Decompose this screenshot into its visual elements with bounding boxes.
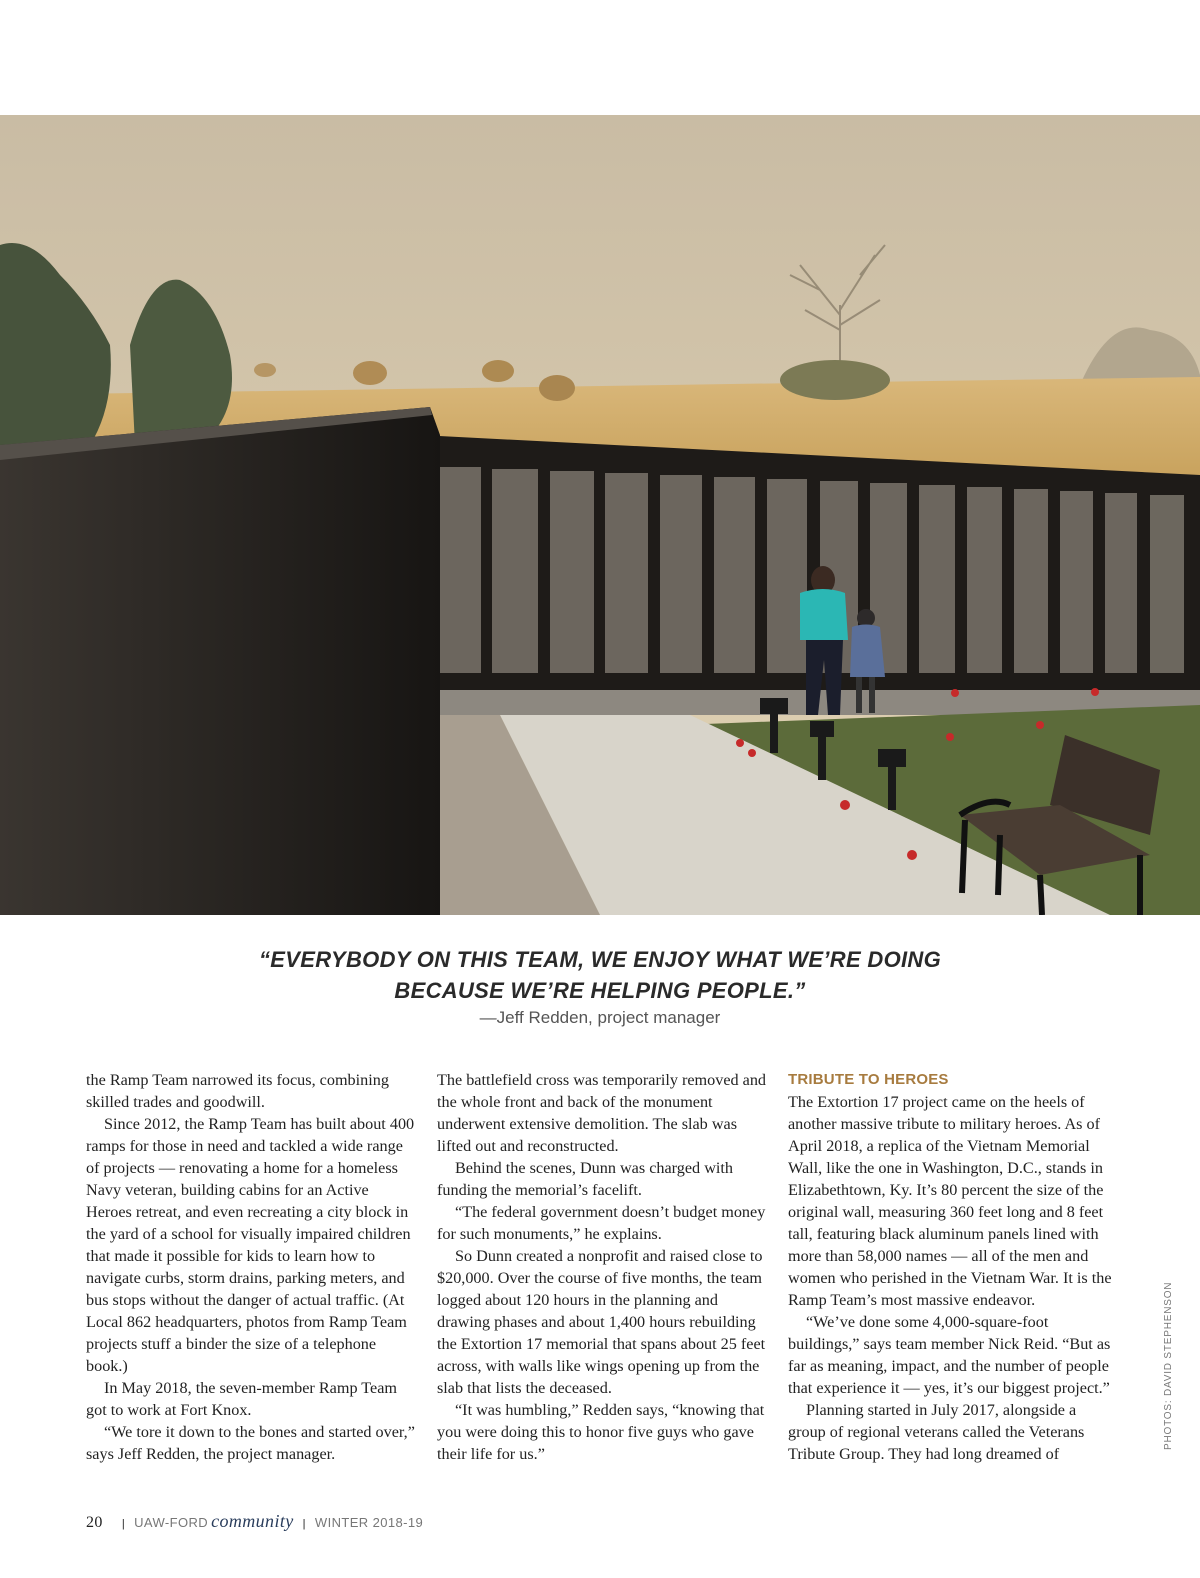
- page-footer: [86, 1511, 423, 1532]
- section-subhead: TRIBUTE TO HEROES: [788, 1071, 949, 1088]
- pull-quote-line-2: BECAUSE WE’RE HELPING PEOPLE.”: [394, 978, 806, 1003]
- pull-quote: [0, 944, 1200, 1006]
- page-number: 20: [86, 1514, 103, 1531]
- paragraph: “It was humbling,” Redden says, “knowing that you were doing this to honor five guys who gave their life for us.”: [437, 1401, 765, 1463]
- paragraph: So Dunn created a nonprofit and raised close to $20,000. Over the course of five months, the team logged about 120 hours in the planning and drawing phases and about 1,400 hours rebuilding the Extortion 17 memorial that spans about 25 feet across, with walls like wings opening up from the slab that lists the deceased.: [437, 1247, 766, 1397]
- paragraph: “The federal government doesn’t budget money for such monuments,” he explains.: [437, 1203, 766, 1243]
- paragraph: “We’ve done some 4,000-square-foot buildings,” says team member Nick Reid. “But as far as meaning, impact, and the number of people that experience it — yes, it’s our biggest project.”: [788, 1313, 1111, 1397]
- publication-name: UAW-FORD: [134, 1515, 209, 1530]
- paragraph: The battlefield cross was temporarily removed and the whole front and back of the monument underwent extensive demolition. The slab was lifted out and reconstructed.: [437, 1071, 767, 1155]
- memorial-wall-photo: [0, 115, 1200, 915]
- paragraph: “We tore it down to the bones and started over,” says Jeff Redden, the project manager.: [86, 1423, 415, 1463]
- photo-credit: PHOTOS: DAVID STEPHENSON: [1163, 1281, 1174, 1450]
- article-column-3: [788, 1069, 1118, 1465]
- paragraph: Behind the scenes, Dunn was charged with funding the memorial’s facelift.: [437, 1159, 733, 1199]
- paragraph: Since 2012, the Ramp Team has built about 400 ramps for those in need and tackled a wide range of projects — renovating a home for a homeless Navy veteran, building cabins for an Active Heroes retreat, and even recreating a city block in the yard of a school for visually impaired children that made it possible for kids to learn how to navigate curbs, storm drains, parking meters, and bus stops without the danger of actual traffic. (At Local 862 headquarters, photos from Ramp Team projects stuff a binder the size of a telephone book.): [86, 1115, 415, 1375]
- paragraph: The Extortion 17 project came on the heels of another massive tribute to military heroes. As of April 2018, a replica of the Vietnam Memorial Wall, like the one in Washington, D.C., stands in Elizabethtown, Ky. It’s 80 percent the size of the original wall, measuring 360 feet long and 8 feet tall, featuring black aluminum panels lined with more than 58,000 names — all of the men and women who perished in the Vietnam War. It is the Ramp Team’s most massive endeavor.: [788, 1093, 1112, 1309]
- footer-separator: |: [302, 1518, 306, 1530]
- publication-brand: community: [211, 1511, 294, 1531]
- article-column-2: [437, 1069, 767, 1465]
- paragraph: In May 2018, the seven-member Ramp Team got to work at Fort Knox.: [86, 1379, 398, 1419]
- article-column-1: [86, 1069, 416, 1465]
- paragraph: the Ramp Team narrowed its focus, combining skilled trades and goodwill.: [86, 1071, 389, 1111]
- issue-date: WINTER 2018-19: [314, 1515, 424, 1530]
- footer-separator: |: [121, 1518, 126, 1530]
- paragraph: Planning started in July 2017, alongside a group of regional veterans called the Veterans Tribute Group. They had long dreamed of: [788, 1401, 1085, 1463]
- pull-quote-line-1: “EVERYBODY ON THIS TEAM, WE ENJOY WHAT WE’RE DOING: [259, 947, 941, 972]
- pull-quote-attribution: —Jeff Redden, project manager: [479, 1008, 721, 1027]
